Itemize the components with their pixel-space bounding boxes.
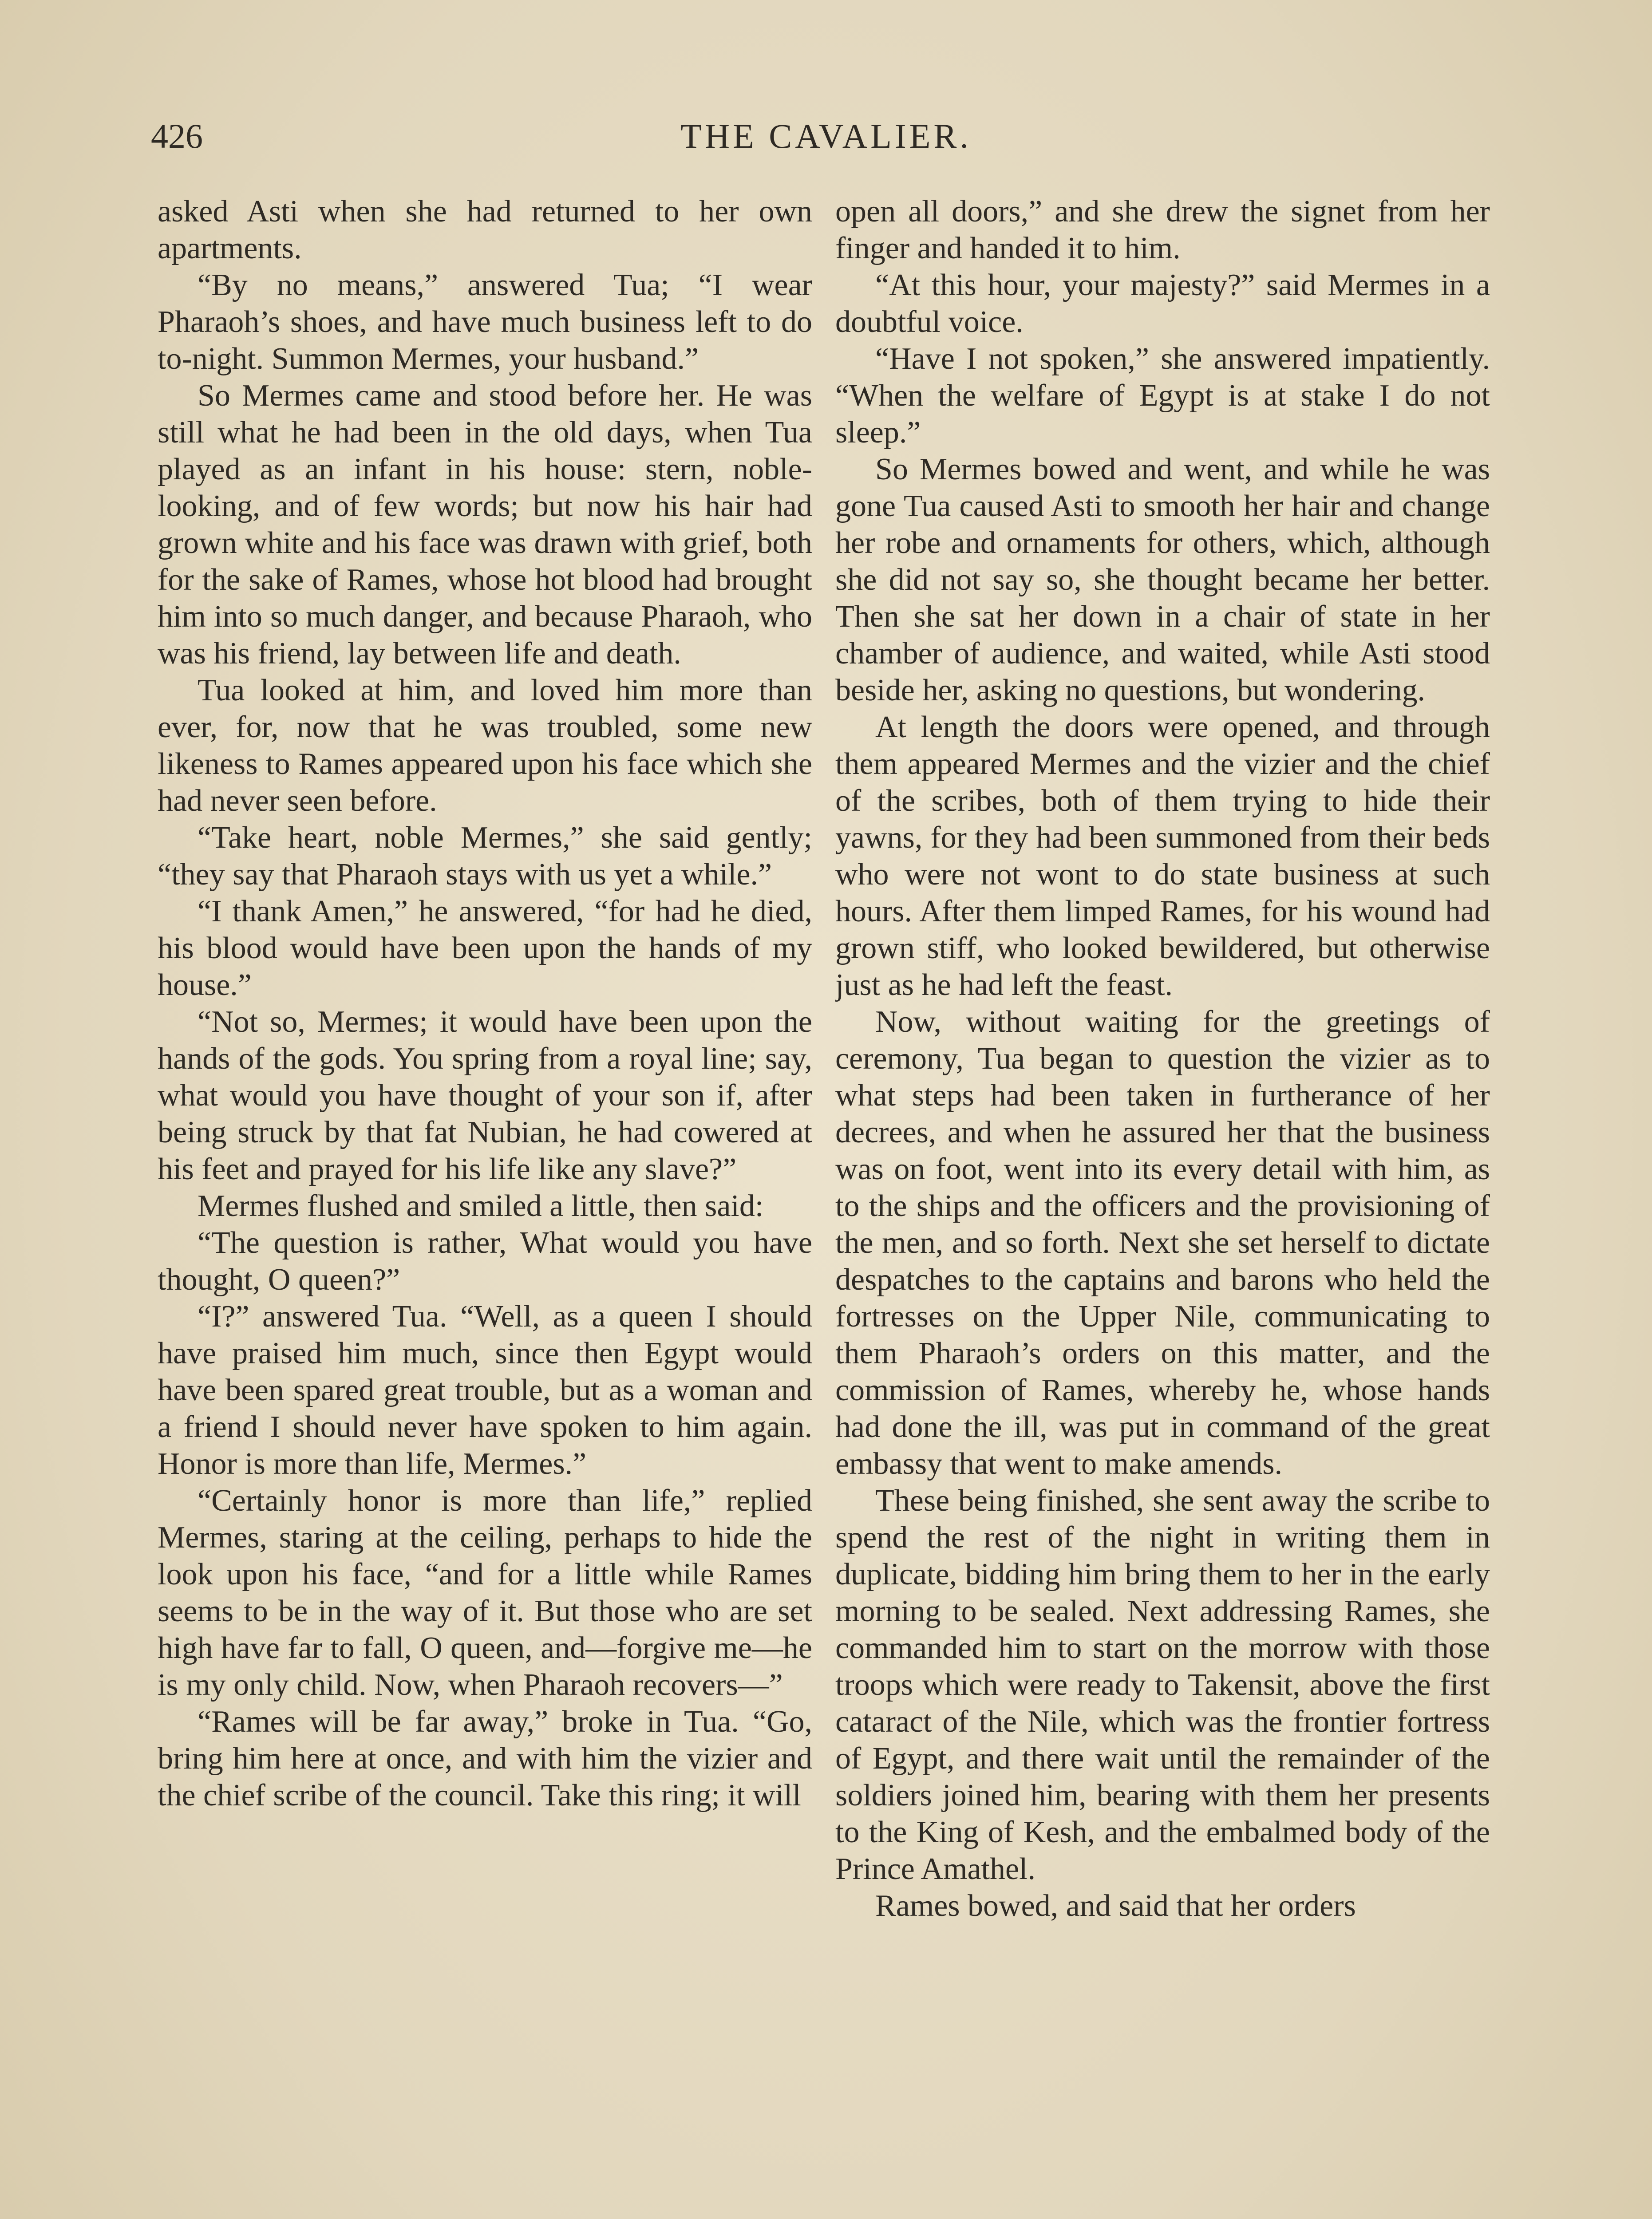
paragraph: asked Asti when she had returned to her own apartments. (158, 194, 812, 265)
paragraph: So Mermes bowed and went, and while he was gone Tua caused Asti to smooth her hair and change her robe and ornaments for others, which, although she did not say so, she thought became her better. Then she sat her down in a chair of state in her chamber of audience, and waited, while Asti stood beside her, asking no questions, but wondering. (835, 452, 1490, 707)
paragraph: “Have I not spoken,” she answered impatiently. “When the welfare of Egypt is at stake I do not sleep.” (835, 342, 1490, 450)
paragraph: These being finished, she sent away the scribe to spend the rest of the night in writing them in duplicate, bidding him bring them to her in the early morning to be sealed. Next addressing Rames, she commanded him to start on the morrow with those troops which were ready to Takensit, above the first cataract of the Nile, which was the frontier fortress of Egypt, and there wait until the remainder of the soldiers joined him, bearing with them her presents to the King of Kesh, and the embalmed body of the Prince Amathel. (835, 1484, 1490, 1886)
paragraph: “By no means,” answered Tua; “I wear Pharaoh’s shoes, and have much business left to do to-night. Summon Mermes, your husband.” (158, 268, 812, 376)
paragraph: “The question is rather, What would you have thought, O queen?” (158, 1226, 812, 1297)
paragraph: Tua looked at him, and loved him more than ever, for, now that he was troubled, some new likeness to Rames appeared upon his face which she had never seen before. (158, 673, 812, 818)
paragraph: “Not so, Mermes; it would have been upon the hands of the gods. You spring from a royal line; say, what would you have thought of your son if, after being struck by that fat Nubian, he had cowered at his feet and prayed for his life like any slave?” (158, 1005, 812, 1186)
paragraph: “Certainly honor is more than life,” replied Mermes, staring at the ceiling, perhaps to hide the look upon his face, “and for a little while Rames seems to be in the way of it. But those who are set high have far to fall, O queen, and—forgive me—he is my only child. Now, when Pharaoh recovers—” (158, 1484, 812, 1702)
paragraph: Mermes flushed and smiled a little, then said: (198, 1189, 764, 1223)
right-column (835, 193, 1490, 2219)
paragraph: “I thank Amen,” he answered, “for had he died, his blood would have been upon the hands of my house.” (158, 894, 812, 1002)
paragraph: “At this hour, your majesty?” said Mermes in a doubtful voice. (835, 268, 1490, 339)
paragraph: “I?” answered Tua. “Well, as a queen I should have praised him much, since then Egypt would have been spared great trouble, but as a woman and a friend I should never have spoken to him again. Honor is more than life, Mermes.” (158, 1299, 812, 1481)
left-column (158, 193, 812, 2219)
paragraph: “Rames will be far away,” broke in Tua. “Go, bring him here at once, and with him the vizier and the chief scribe of the council. Take this ring; it will (158, 1705, 812, 1812)
paragraph: So Mermes came and stood before her. He was still what he had been in the old days, when Tua played as an infant in his house: stern, noble-looking, and of few words; but now his hair had grown white and his face was drawn with grief, both for the sake of Rames, whose hot blood had brought him into so much danger, and because Pharaoh, who was his friend, lay between life and death. (158, 379, 812, 671)
paragraph: “Take heart, noble Mermes,” she said gently; “they say that Pharaoh stays with us yet a while.” (158, 821, 812, 892)
paragraph: Rames bowed, and said that her orders (875, 1889, 1356, 1923)
paragraph: At length the doors were opened, and through them appeared Mermes and the vizier and the chief of the scribes, both of them trying to hide their yawns, for they had been summoned from their beds who were not wont to do state business at such hours. After them limped Rames, for his wound had grown stiff, who looked bewildered, but otherwise just as he had left the feast. (835, 710, 1490, 1002)
running-title: THE CAVALIER. (680, 117, 972, 155)
page-number: 426 (151, 117, 203, 155)
paragraph: Now, without waiting for the greetings of ceremony, Tua began to question the vizier as to what steps had been taken in furtherance of her decrees, and when he assured her that the business was on foot, went into its every detail with him, as to the ships and the officers and the provisioning of the men, and so forth. Next she set herself to dictate despatches to the captains and barons who held the fortresses on the Upper Nile, communicating to them Pharaoh’s orders on this matter, and the commission of Rames, whereby he, whose hands had done the ill, was put in command of the great embassy that went to make amends. (835, 1005, 1490, 1481)
paragraph: open all doors,” and she drew the signet from her finger and handed it to him. (835, 194, 1490, 265)
